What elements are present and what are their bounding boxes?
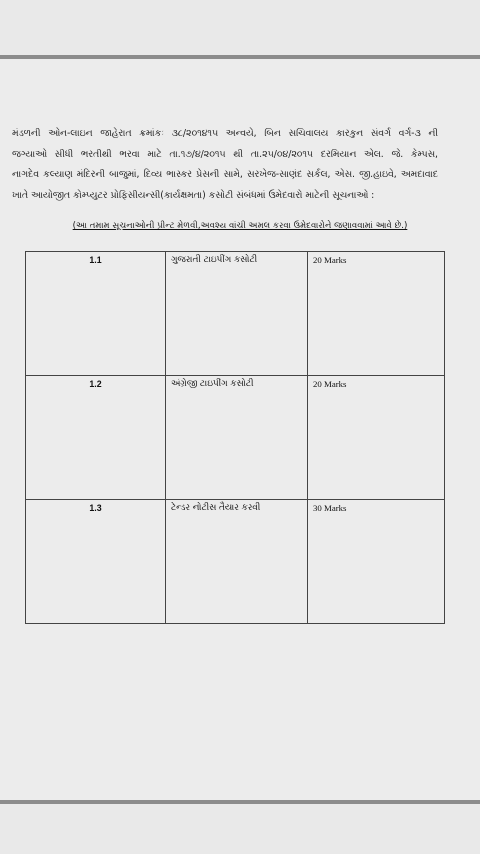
- test-name: ગુજરાતી ટાઇપીંગ કસોટી: [166, 252, 308, 376]
- table-row: [26, 252, 445, 376]
- test-marks: 20 Marks: [308, 376, 445, 500]
- test-marks: 30 Marks: [308, 500, 445, 624]
- intro-line: જગ્યાઓ સીધી ભરતીથી ભરવા માટે તા.૧૭/૪/૨૦૧૫ થી તા.૨૫/૦૪/૨૦૧૫ દરમિયાન એલ. જે. કેમ્પસ,: [12, 148, 438, 160]
- intro-line: ખાતે આયોજીત કોમ્પ્યુટર પ્રોફિસીયન્સી(કાર્યક્ષમતા) કસોટી સંબંધમાં ઉમેદવારો માટેની સૂચનાઓ :: [12, 189, 375, 201]
- intro-line: મંડળની ઓન-લાઇન જાહેરાત ક્રમાંકઃ ૩૮/૨૦૧૪૧૫ અન્વયે, બિન સચિવાલય કારકુન સંવર્ગ વર્ગ-૩ ની: [12, 128, 438, 139]
- table-row: [26, 376, 445, 500]
- instruction-note: (આ તમામ સૂચનાઓની પ્રીન્ટ મેળવી,અવશ્ય વાંચી અમલ કરવા ઉમેદવારોને જણાવવામાં આવે છે.): [72, 221, 408, 231]
- test-marks: 20 Marks: [308, 252, 445, 376]
- row-number: 1.2: [26, 376, 166, 500]
- test-name: અંગ્રેજી ટાઇપીંગ કસોટી: [166, 376, 308, 500]
- row-number: 1.1: [26, 252, 166, 376]
- test-name: ટેન્ડર નોટીસ તૈયાર કરવી: [166, 500, 308, 624]
- row-number: 1.3: [26, 500, 166, 624]
- table-row: [26, 500, 445, 624]
- test-marks-table: [25, 251, 445, 624]
- intro-paragraph: [12, 124, 438, 206]
- intro-line: નાગદેવ કલ્યાણ મંદિરની બાજુમાં, દિવ્ય ભાસ્કર પ્રેસની સામે, સરખેજ-સાણંદ સર્કલ, એસ. જી.હાઇવે, અમદાવાદ: [12, 169, 438, 180]
- bottom-divider-bar: [0, 800, 480, 804]
